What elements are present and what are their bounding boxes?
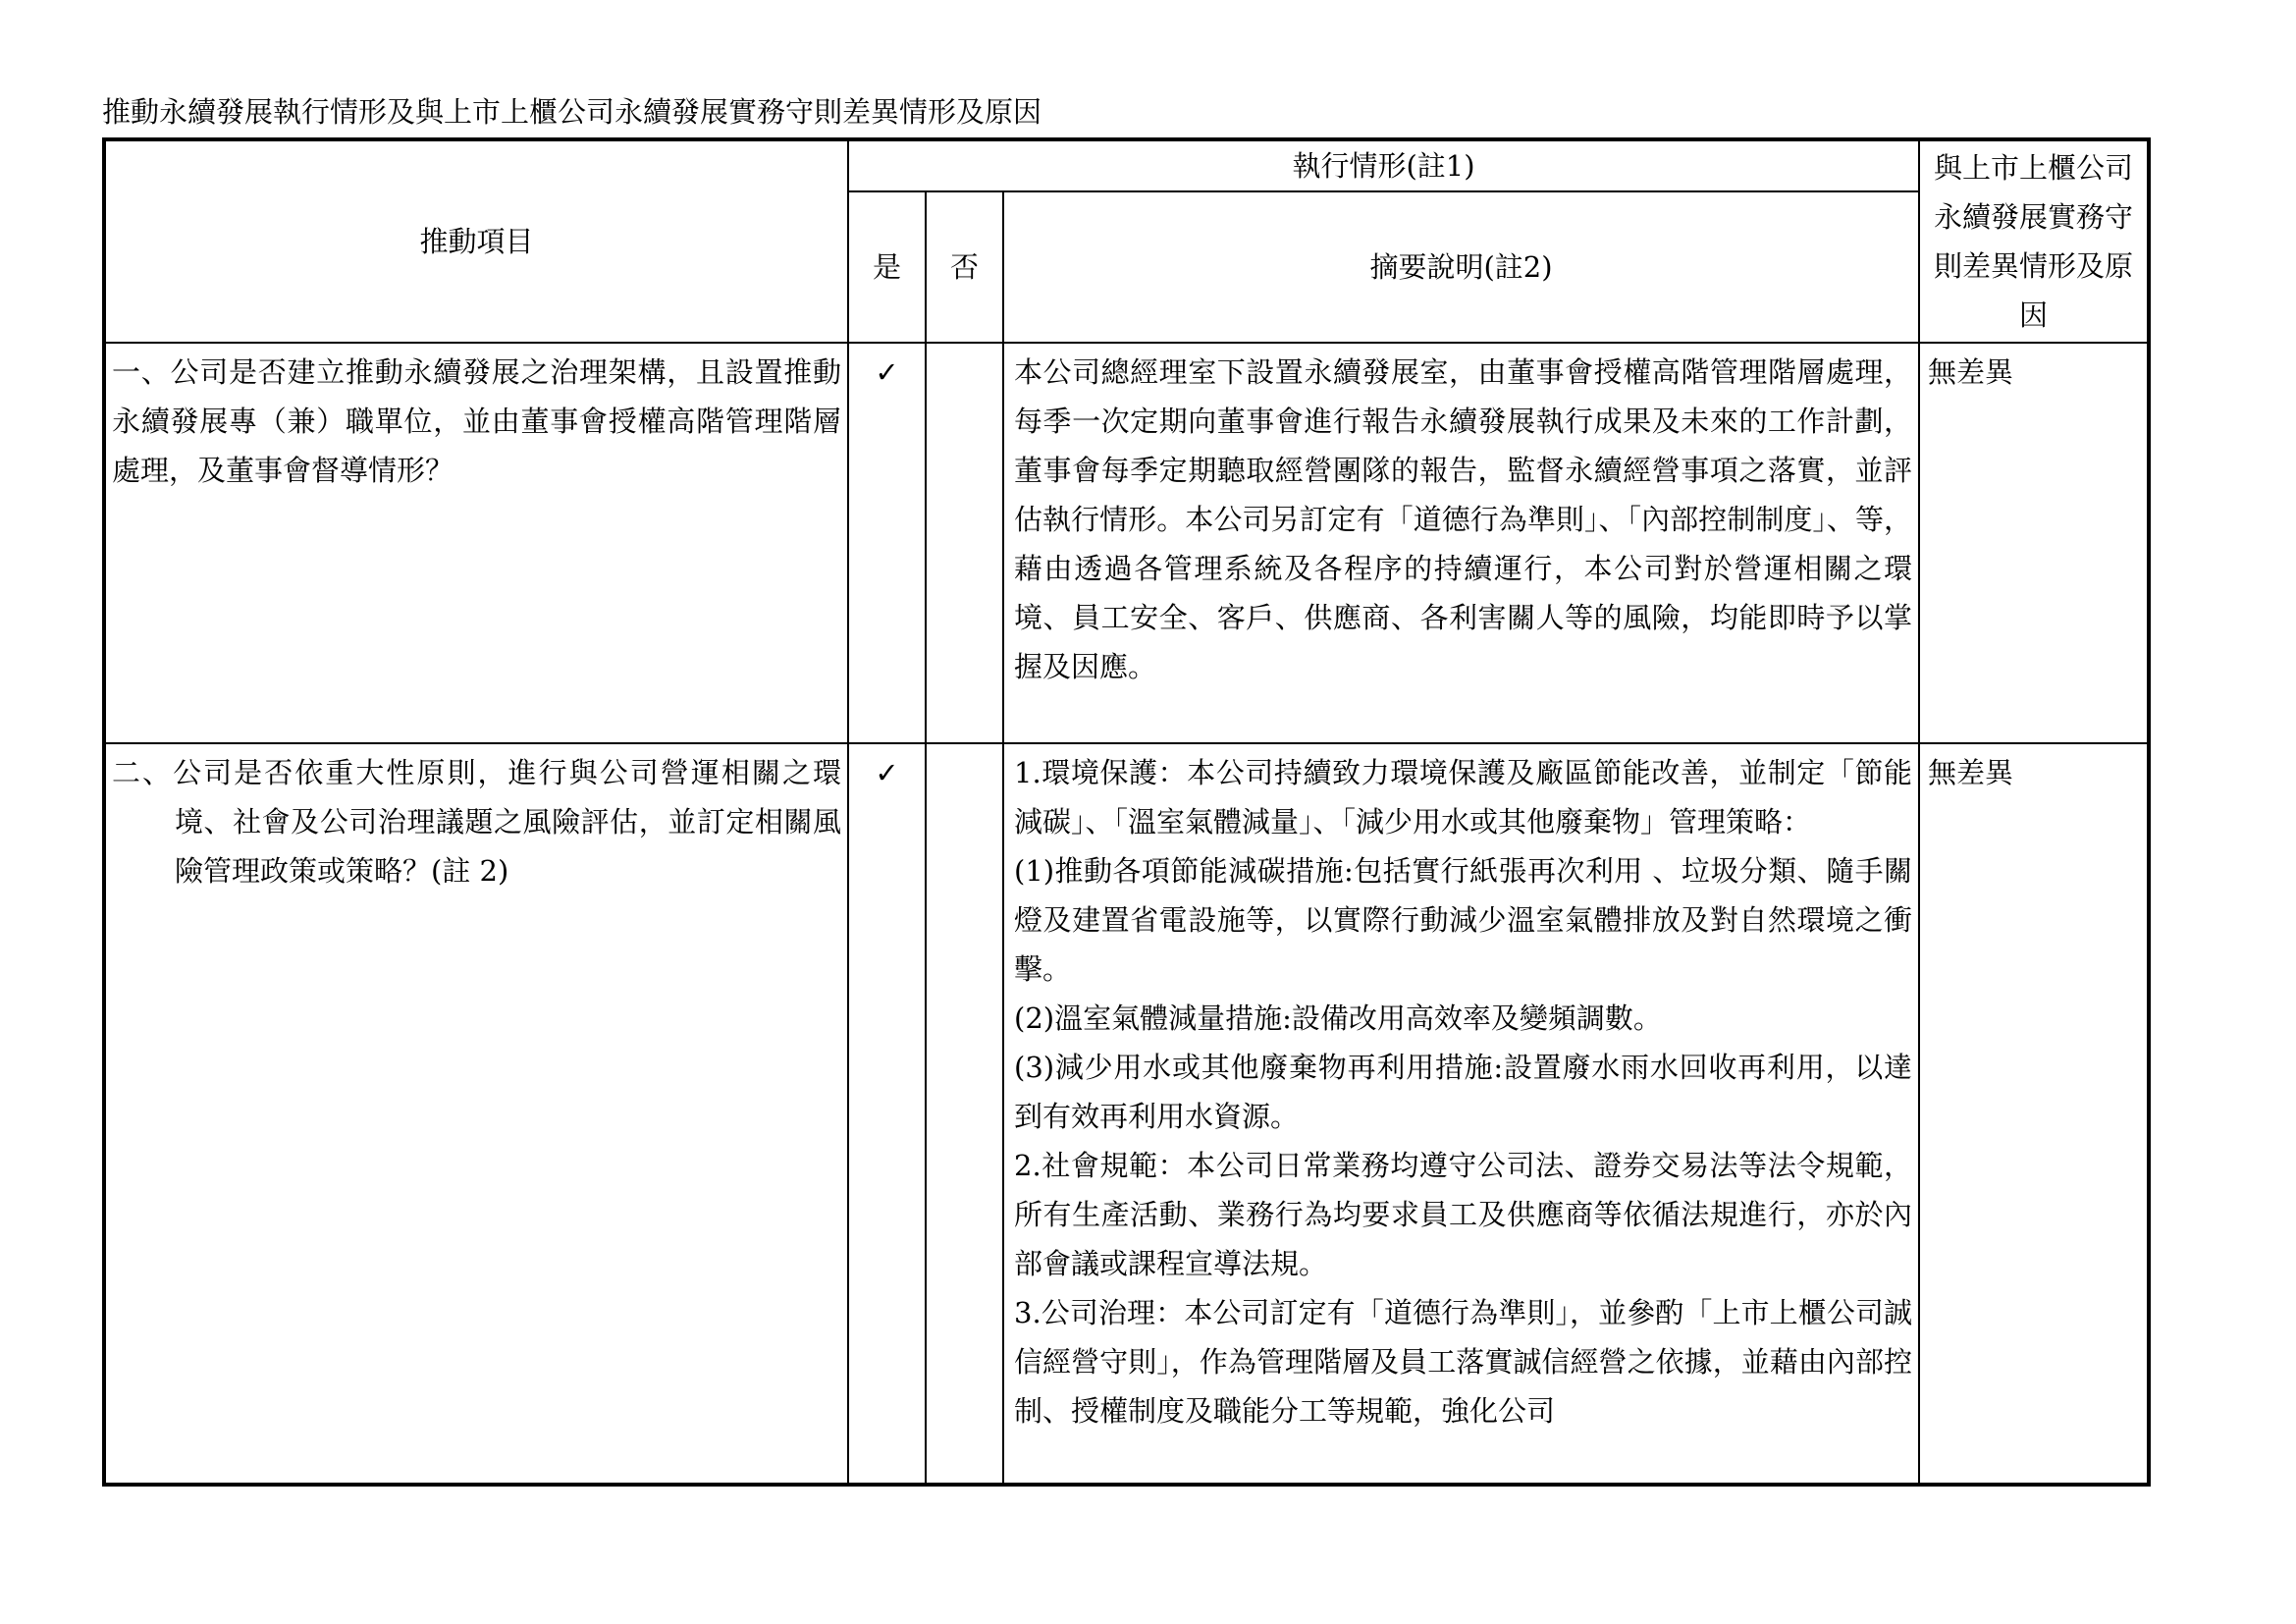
row-yes-check: ✓ xyxy=(848,743,926,1485)
row-item-text: 二、公司是否依重大性原則，進行與公司營運相關之環境、社會及公司治理議題之風險評估，並訂定相關風險管理政策或策略？(註 2) xyxy=(112,756,841,888)
header-difference: 與上市上櫃公司永續發展實務守則差異情形及原因 xyxy=(1919,139,2149,343)
row-item xyxy=(104,743,848,1485)
summary-paragraph: 3.公司治理：本公司訂定有「道德行為準則」，並參酌「上市上櫃公司誠信經營守則」，作為管理階層及員工落實誠信經營之依據，並藉由內部控制、授權制度及職能分工等規範，強化公司 xyxy=(1014,1296,1913,1428)
row-item-text: 一、公司是否建立推動永續發展之治理架構，且設置推動永續發展專（兼）職單位，並由董事會授權高階管理階層處理，及董事會督導情形？ xyxy=(112,355,841,487)
sustainability-table xyxy=(102,137,2151,1487)
row-summary xyxy=(1003,743,1919,1485)
header-yes: 是 xyxy=(848,191,926,343)
table-row xyxy=(104,343,2149,743)
summary-paragraph: (3)減少用水或其他廢棄物再利用措施:設置廢水雨水回收再利用，以達到有效再利用水資源。 xyxy=(1014,1051,1913,1133)
row-no-check xyxy=(926,743,1003,1485)
header-summary: 摘要說明(註2) xyxy=(1003,191,1919,343)
row-difference: 無差異 xyxy=(1919,743,2149,1485)
row-item xyxy=(104,343,848,743)
page-title: 推動永續發展執行情形及與上市上櫃公司永續發展實務守則差異情形及原因 xyxy=(102,95,1042,129)
header-no: 否 xyxy=(926,191,1003,343)
summary-paragraph: 本公司總經理室下設置永續發展室，由董事會授權高階管理階層處理，每季一次定期向董事會進行報告永續發展執行成果及未來的工作計劃，董事會每季定期聽取經營團隊的報告，監督永續經營事項之落實，並評估執行情形。本公司另訂定有「道德行為準則」、「內部控制制度」、等，藉由透過各管理系統及各程序的持續運行，本公司對於營運相關之環境、員工安全、客戶、供應商、各利害關人等的風險，均能即時予以掌握及因應。 xyxy=(1014,355,1913,683)
table-row xyxy=(104,743,2149,1485)
summary-paragraph: 1.環境保護：本公司持續致力環境保護及廠區節能改善，並制定「節能減碳」、「溫室氣體減量」、「減少用水或其他廢棄物」管理策略： xyxy=(1014,756,1913,839)
summary-paragraph: 2.社會規範：本公司日常業務均遵守公司法、證券交易法等法令規範，所有生產活動、業務行為均要求員工及供應商等依循法規進行，亦於內部會議或課程宣導法規。 xyxy=(1014,1149,1913,1280)
row-summary xyxy=(1003,343,1919,743)
row-yes-check: ✓ xyxy=(848,343,926,743)
summary-paragraph: (1)推動各項節能減碳措施:包括實行紙張再次利用 、垃圾分類、隨手關燈及建置省電設施等，以實際行動減少溫室氣體排放及對自然環境之衝擊。 xyxy=(1014,854,1913,986)
row-difference: 無差異 xyxy=(1919,343,2149,743)
header-execution: 執行情形(註1) xyxy=(848,139,1919,191)
header-item: 推動項目 xyxy=(104,139,848,343)
summary-paragraph: (2)溫室氣體減量措施:設備改用高效率及變頻調數。 xyxy=(1014,1001,1662,1035)
row-no-check xyxy=(926,343,1003,743)
